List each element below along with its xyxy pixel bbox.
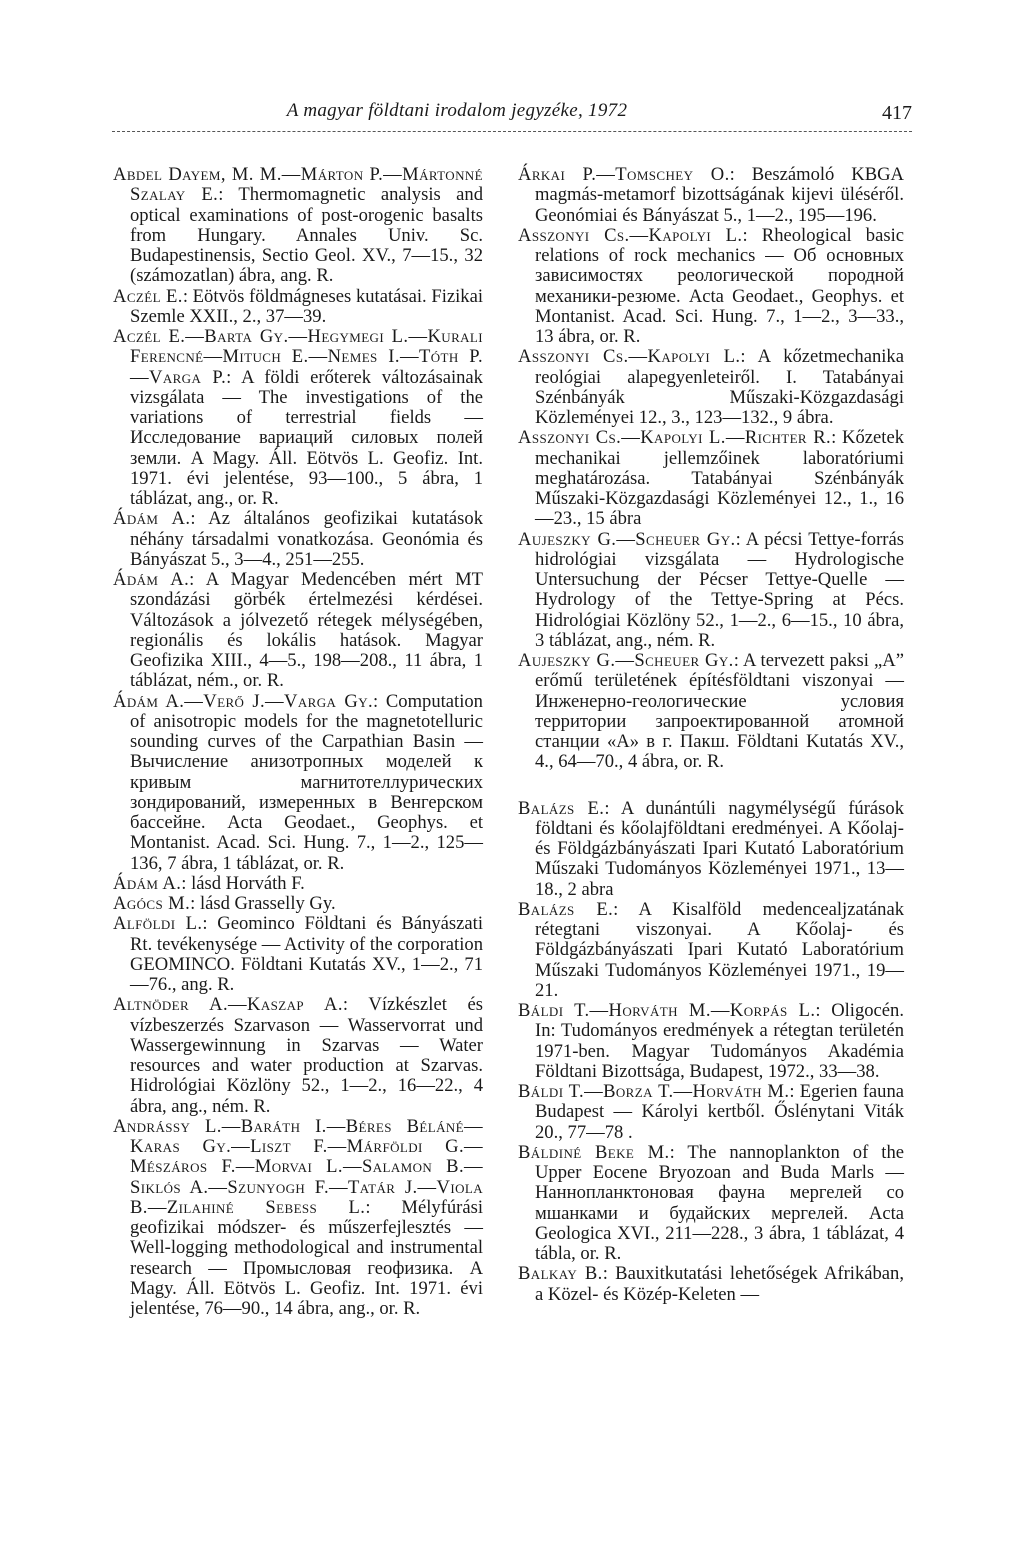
entry-text: : A földi erőterek változásainak vizsgálata — The investigations of the variations of terrestrial fields — Исследование вариаций силовых полей земли. A Magy. Áll. Eötvös L. Geofiz. Int. 1971. évi jelentése, 93—100., 5 ábra, 1 táblázat, ang., or. R.	[130, 366, 483, 509]
entry-text: : A dunántúli nagymélységű fúrások földtani és kőolajföldtani eredményei. A Kőolaj- és Földgázbányászati Ipari Kutató Laboratórium Műszaki Tudományos Közleményei 1971., 13—18., 2 abra	[535, 797, 904, 900]
bibliography-entry	[113, 570, 483, 692]
entry-authors: Árkai P.—Tomschey O.	[518, 164, 730, 185]
bibliography-entry	[518, 900, 904, 1001]
bibliography-entry	[518, 1001, 904, 1082]
bibliography-entry	[113, 287, 483, 328]
entry-text: : Geominco Földtani és Bányászati Rt. tevékenysége — Activity of the corporation GEOMINCO. Földtani Kutatás XV., 1—2., 71—76., ang. R.	[130, 913, 483, 995]
entry-authors: Aczél E.	[113, 285, 183, 307]
entry-text: : A kőzetmechanika reológiai alapegyenleteiről. I. Tatabányai Szénbányák Műszaki-Közgazdasági Közleményei 12., 3., 123—132., 9 ábra.	[535, 346, 904, 428]
entry-authors: Andrássy L.—Baráth I.—Béres Béláné—Karas Gy.—Liszt F.—Márföldi G.—Mészáros F.—Morvai L.—Salamon B.—Siklós A.—Szunyogh F.—Tatár J.—Viola B.—Zilahiné Sebess L.	[113, 1115, 483, 1218]
entry-authors: Aujeszky G.—Scheuer Gy.	[518, 650, 734, 671]
entry-text: : Az általános geofizikai kutatások néhány társadalmi vonatkozása. Geonómia és Bányászat 5., 3—4., 251—255.	[130, 508, 483, 570]
entry-authors: Asszonyi Cs.—Kapolyi L.	[518, 346, 741, 368]
bibliography-entry	[113, 509, 483, 570]
entry-text: : A Magyar Medencében mért MT szondázási görbék értelmezési kérdései. Változások a jólvezető rétegek mélységében, regionális és lokális hatások. Magyar Geofizika XIII., 4—5., 198—208., 11 ábra, 1 táblázat, ném., or. R.	[130, 569, 483, 692]
entry-authors: Balázs E.	[518, 797, 605, 819]
entry-text: : Oligocén. In: Tudományos eredmények a rétegtan területén 1971-ben. Magyar Tudományos Akadémia Földtani Bizottsága, Budapest, 1972., 33—38.	[535, 1000, 904, 1082]
entry-authors: Ádám A.—Verő J.—Varga Gy.	[113, 690, 374, 712]
page-number: 417	[882, 102, 912, 124]
entry-text: : Kőzetek mechanikai jellemzőinek laboratóriumi meghatározása. Tatabányai Szénbányák Műszaki-Közgazdasági Közleményei 12., 1., 16—23., 15 ábra	[535, 427, 904, 530]
entry-text: : A pécsi Tettye-forrás hidrológiai vizsgálata — Hydrologische Untersuchung der Pécser Tettye-Quelle — Hydrology of the Tettye-Spring at Pécs. Hidrológiai Közlöny 52., 1—2., 6—15., 10 ábra, 3 táblázat, ang., ném. R.	[535, 528, 904, 651]
entry-text: : Rheological basic relations of rock mechanics — Об основных зависимостях реологической породной механики-резюме. Acta Geodaet., Geophys. et Montanist. Acad. Sci. Hung. 7., 1—2., 3—33., 13 ábra, or. R.	[535, 224, 904, 347]
entry-authors: Ádám A.	[113, 569, 190, 590]
bibliography-entry	[113, 874, 483, 894]
bibliography-entry	[518, 1082, 904, 1143]
entry-authors: Aczél E.—Barta Gy.—Hegymegi L.—Kurali Ferencné—Mituch E.—Nemes I.—Tóth P.—Varga P.	[113, 326, 483, 388]
entry-authors: Asszonyi Cs.—Kapolyi L.—Richter R.	[518, 427, 832, 449]
entry-authors: Agócs M.	[113, 893, 191, 914]
bibliography-entry	[113, 1117, 483, 1320]
running-title: A magyar földtani irodalom jegyzéke, 1972	[286, 100, 628, 121]
bibliography-entry	[518, 799, 904, 900]
entry-authors: Altnöder A.—Kaszap A.	[113, 994, 343, 1016]
entry-text: : Vízkészlet és vízbeszerzés Szarvason — Wasservorrat und Wassergewinnung in Szarvas — Water resources and water production at Szarvas. Hidrológiai Közlöny 52., 1—2., 16—22., 4 ábra, ang., ném. R.	[130, 994, 483, 1117]
bibliography-entry	[518, 226, 904, 348]
bibliography-entry	[113, 165, 483, 287]
entry-authors: Alföldi L.	[113, 913, 203, 935]
entry-text: : Computation of anisotropic models for the magnetotelluric sounding curves of the Carpathian Basin — Вычисление анизотропных моделей к кривым магнитотеллурических зондирований, измеренных в Венгерском бассейне. Acta Geodaet., Geophys. et Montanist. Acad. Sci. Hung. 7., 1—2., 125—136, 7 ábra, 1 táblázat, or. R.	[130, 690, 483, 874]
entry-text: : A tervezett paksi „A” erőmű területének építésföldtani viszonyai — Инженерно-геологические условия территории запроектированной атомной станции «А» в г. Пакш. Földtani Kutatás XV., 4., 64—70., 4 ábra, or. R.	[535, 650, 904, 773]
entry-authors: Báldi T.—Borza T.—Horváth M.	[518, 1081, 790, 1102]
entry-authors: Balkay B.	[518, 1263, 603, 1285]
bibliography-entry	[113, 692, 483, 874]
entry-text: : Thermomagnetic analysis and optical examinations of post-orogenic basalts from Hungary. Annales Univ. Sc. Budapestinensis, Sectio Geol. XV., 7—15., 32 (számozatlan) ábra, ang. R.	[130, 184, 483, 287]
bibliography-entry	[113, 327, 483, 509]
bibliography-entry	[113, 995, 483, 1117]
entry-authors: Balázs E.	[518, 898, 614, 920]
entry-authors: Ádám A.	[113, 872, 182, 894]
bibliography-entry	[518, 428, 904, 529]
right-column	[518, 165, 904, 1305]
entry-text: : A Kisalföld medencealjzatának rétegtani viszonyai. A Kőolaj- és Földgázbányászati Ipari Kutató Laboratórium Műszaki Tudományos Közleményei 1971., 19—21.	[535, 898, 904, 1001]
entry-text: : lásd Horváth F.	[181, 872, 305, 894]
entry-authors: Asszonyi Cs.—Kapolyi L.	[518, 224, 743, 246]
entry-text: : Bauxitkutatási lehetőségek Afrikában, a Közel- és Közép-Keleten —	[535, 1263, 904, 1305]
bibliography-entry	[518, 1143, 904, 1265]
entry-authors: Abdel Dayem, M. M.—Márton P.—Mártonné Szalay E.	[113, 164, 483, 206]
bibliography-entry	[113, 894, 483, 914]
entry-text: : Egerien fauna Budapest — Károlyi kertből. Őslénytani Viták 20., 77—78 .	[535, 1081, 904, 1143]
running-header	[112, 96, 912, 130]
bibliography-entry	[518, 651, 904, 773]
entry-authors: Báldi T.—Horváth M.—Korpás L.	[518, 1000, 816, 1021]
bibliography-entry	[518, 1264, 904, 1305]
entry-authors: Aujeszky G.—Scheuer Gy.	[518, 528, 736, 550]
bibliography-entry	[518, 530, 904, 652]
header-rule	[112, 131, 912, 132]
entry-text: : Beszámoló KBGA magmás-metamorf bizottságának kijevi üléséről. Geonómiai és Bányászat 5., 1—2., 195—196.	[535, 164, 904, 226]
bibliography-entry	[518, 165, 904, 226]
entry-text: : Mélyfúrási geofizikai módszer- és műszerfejlesztés — Well-logging methodological and instrumental research — Промысловая геофизика. A Magy. Áll. Eötvös L. Geofiz. Int. 1971. évi jelentése, 76—90., 14 ábra, ang., or. R.	[130, 1196, 484, 1319]
entry-text: : The nannoplankton of the Upper Eocene Bryozoan and Buda Marls — Наннопланктоновая фауна мергелей со мшанками и будайских мергелей. Acta Geologica XVI., 211—228., 3 ábra, 1 táblázat, 4 tábla, or. R.	[535, 1141, 904, 1264]
entry-authors: Báldiné Beke M.	[518, 1141, 670, 1163]
entry-text: : lásd Grasselly Gy.	[190, 893, 336, 914]
entry-text: : Eötvös földmágneses kutatásai. Fizikai Szemle XXII., 2., 37—39.	[130, 285, 484, 327]
entry-authors: Ádám A.	[113, 508, 191, 530]
left-column	[113, 165, 483, 1319]
bibliography-entry	[518, 347, 904, 428]
bibliography-entry	[113, 914, 483, 995]
